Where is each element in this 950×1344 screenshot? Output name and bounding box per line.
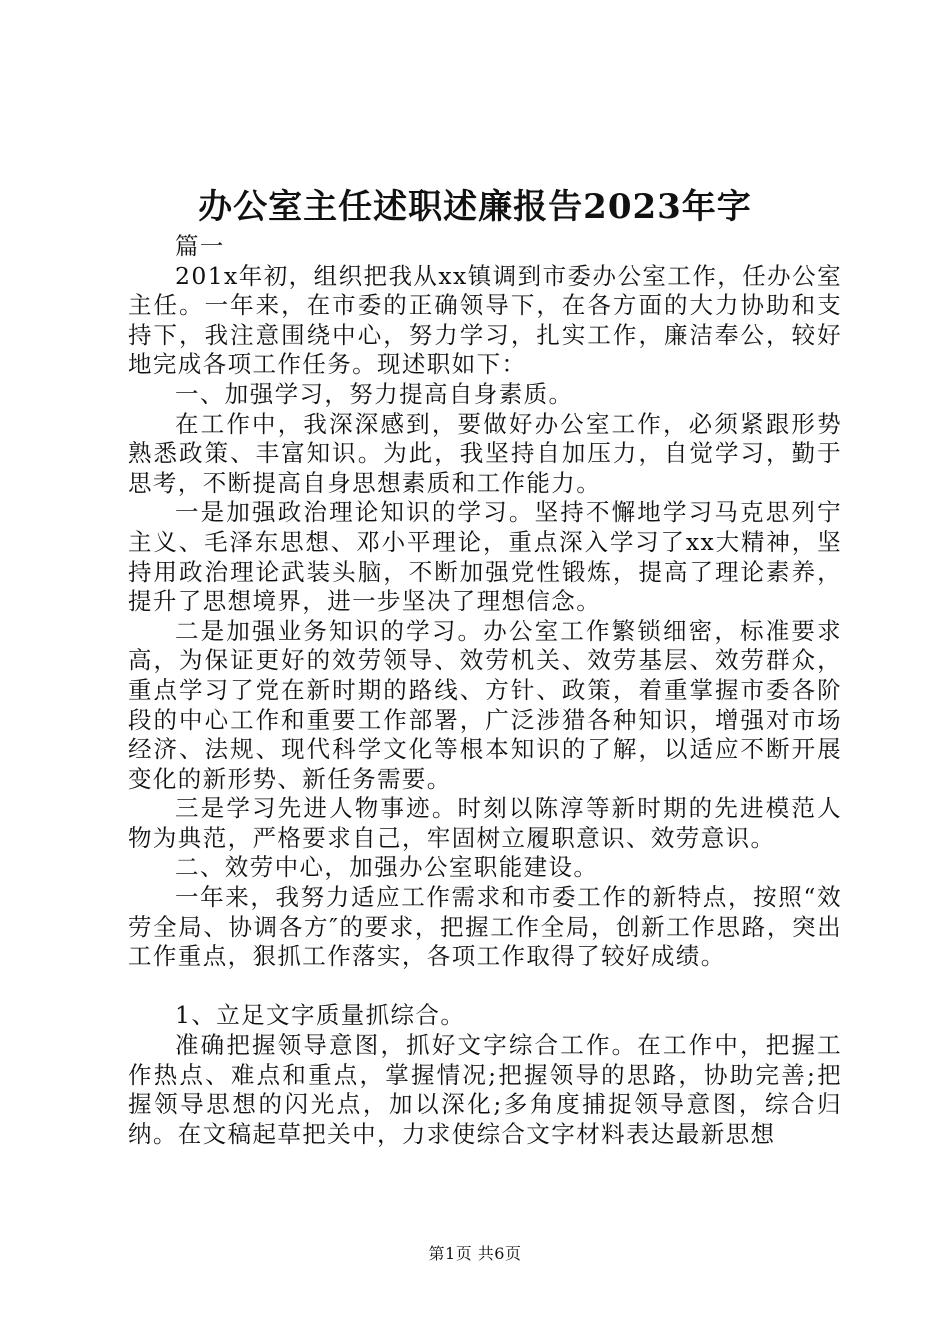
- section-label: 篇一: [175, 232, 225, 260]
- paragraph-intro: 201x年初，组织把我从xx镇调到市委办公室工作，任办公室主任。一年来，在市委的正确领导下，在各方面的大力协助和支持下，我注意围绕中心，努力学习，扎实工作，廉洁奉公，较好地完成各项工作任务。现述职如下：: [128, 261, 842, 379]
- paragraph: 准确把握领导意图，抓好文字综合工作。在工作中，把握工作热点、难点和重点，掌握情况;把握领导的思路，协助完善;把握领导思想的闪光点，加以深化;多角度捕捉领导意图，综合归纳。在文稿起草把关中，力求使综合文字材料表达最新思想: [128, 1031, 842, 1148]
- paragraph: 在工作中，我深深感到，要做好办公室工作，必须紧跟形势熟悉政策、丰富知识。为此，我坚持自加压力，自觉学习，勤于思考，不断提高自身思想素质和工作能力。: [128, 409, 842, 497]
- document-body: [128, 232, 842, 1149]
- heading-2: 二、效劳中心，加强办公室职能建设。: [175, 853, 599, 882]
- paragraph: 二是加强业务知识的学习。办公室工作繁锁细密，标准要求高，为保证更好的效劳领导、效劳机关、效劳基层、效劳群众，重点学习了党在新时期的路线、方针、政策，着重掌握市委各阶段的中心工作和重要工作部署，广泛涉猎各种知识，增强对市场经济、法规、现代科学文化等根本知识的了解，以适应不断开展变化的新形势、新任务需要。: [128, 616, 842, 793]
- subheading-1: 1、立足文字质量抓综合。: [175, 1001, 466, 1030]
- document-title: 办公室主任述职述廉报告2023年字: [198, 187, 752, 227]
- paragraph: 一年来，我努力适应工作需求和市委工作的新特点，按照“效劳全局、协调各方″的要求，把握工作全局，创新工作思路，突出工作重点，狠抓工作落实，各项工作取得了较好成绩。: [128, 883, 842, 971]
- paragraph: 三是学习先进人物事迹。时刻以陈淳等新时期的先进模范人物为典范，严格要求自己，牢固树立履职意识、效劳意识。: [128, 794, 842, 852]
- paragraph: 一是加强政治理论知识的学习。坚持不懈地学习马克思列宁主义、毛泽东思想、邓小平理论，重点深入学习了xx大精神，坚持用政治理论武装头脑，不断加强党性锻炼，提高了理论素养，提升了思想境界，进一步坚决了理想信念。: [128, 498, 842, 616]
- page-footer: 第1页 共6页: [428, 1244, 522, 1263]
- heading-1: 一、加强学习，努力提高自身素质。: [175, 379, 574, 408]
